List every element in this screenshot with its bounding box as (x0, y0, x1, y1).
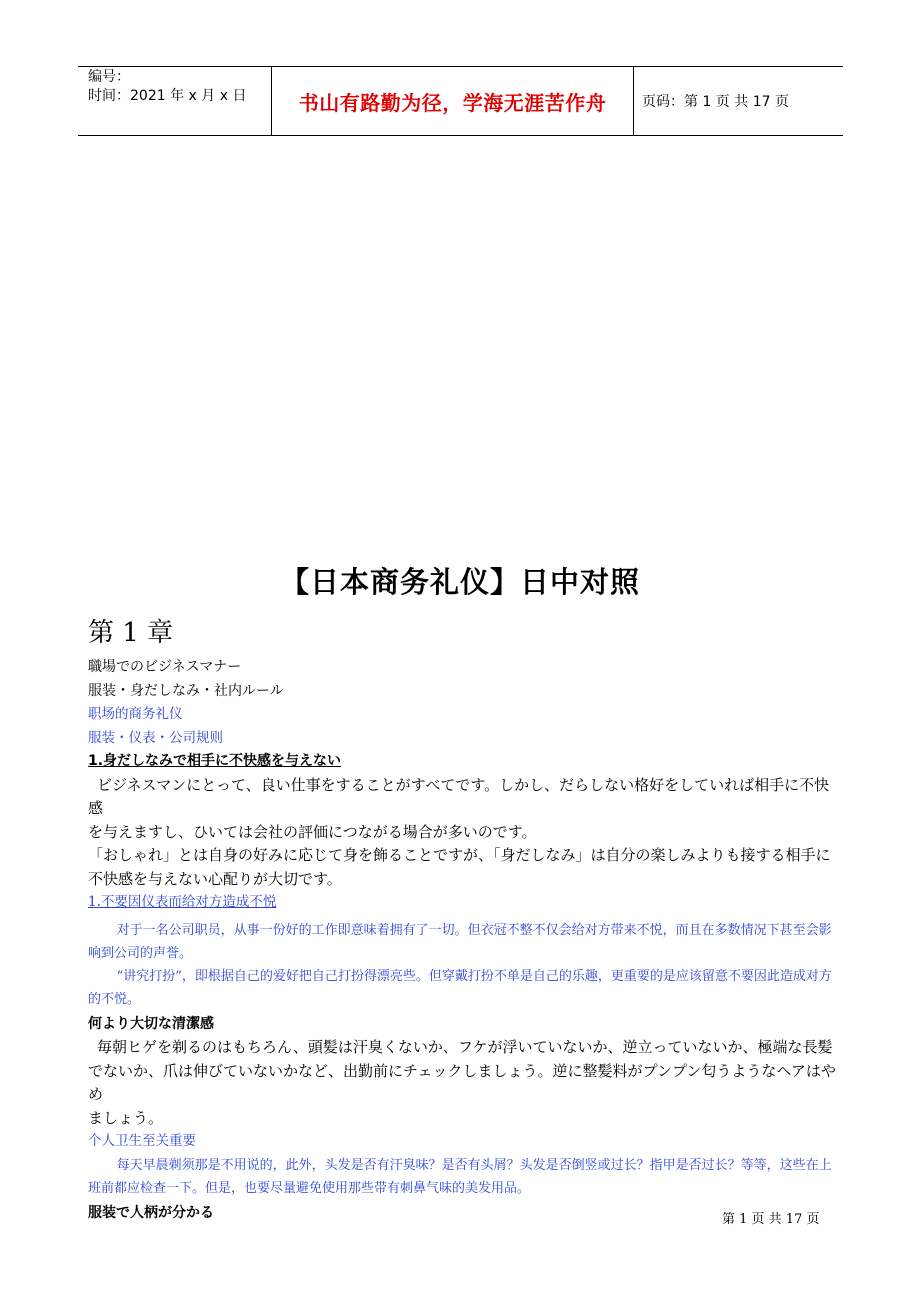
header-motto: 书山有路勤为径，学海无涯苦作舟 (272, 67, 634, 135)
header-meta-cell (78, 67, 272, 135)
document-title: 【日本商务礼仪】日中对照 (279, 565, 640, 599)
document-header (78, 66, 843, 136)
document-body (88, 656, 836, 1225)
cn-paragraph-2: “讲究打扮”，即根据自己的爱好把自己打扮得漂亮些。但穿戴打扮不单是自己的乐趣，更重要的是应该留意不要因此造成对方的不悦。 (88, 968, 832, 1007)
jp-section-1: 1.身だしなみで相手に不快感を与えない (88, 753, 342, 769)
jp-section-3: 服装で人柄が分かる (88, 1204, 214, 1221)
jp-paragraph-2-line-1: 「おしゃれ」とは自身の好みに応じて身を飾ることですが、「身だしなみ」は自分の楽しみよりも接する相手に (88, 846, 831, 864)
cn-paragraph-3: 每天早晨剃须那是不用说的，此外，头发是否有汗臭味？是否有头屑？头发是否倒竖或过长？指甲是否过长？等等，这些在上班前都应检查一下。但是，也要尽量避免使用那些带有刺鼻气味的美发用品。 (88, 1157, 832, 1196)
cn-section-1: 1.不要因仪表而给对方造成不悦 (88, 894, 277, 910)
jp-paragraph-3-line-1: 毎朝ヒゲを剃るのはもちろん、頭髪は汗臭くないか、フケが浮いていないか、逆立っていないか、極端な長髪 (97, 1038, 833, 1056)
jp-paragraph-1-line-2: を与えますし、ひいては会社の評価につながる場合が多いのです。 (88, 822, 537, 841)
cn-heading-1: 职场的商务礼仪 (88, 706, 183, 722)
jp-paragraph-3-line-3: ましょう。 (88, 1108, 164, 1127)
jp-heading-2: 服装・身だしなみ・社内ルール (88, 682, 284, 699)
jp-paragraph-3-line-2: でないか、爪は伸びていないかなど、出勤前にチェックしましょう。逆に整髪料がプンプン匂うようなヘアはやめ (88, 1061, 836, 1103)
jp-paragraph-1-line-1: ビジネスマンにとって、良い仕事をすることがすべてです。しかし、だらしない格好をしていれば相手に不快感 (88, 775, 830, 817)
chapter-heading: 第 1 章 (88, 618, 174, 648)
header-time-label: 时间：2021 年 x 月 x 日 (88, 88, 247, 104)
cn-heading-2: 服装・仪表・公司规则 (88, 729, 223, 746)
jp-heading-1: 職場でのビジネスマナー (88, 659, 242, 675)
header-page-label: 页码：第 1 页 共 17 页 (642, 94, 789, 110)
jp-paragraph-2-line-2: 不快感を与えない心配りが大切です。 (88, 869, 342, 888)
cn-section-2: 个人卫生至关重要 (88, 1133, 196, 1149)
jp-section-2: 何より大切な清潔感 (88, 1015, 214, 1032)
header-number-label: 编号： (88, 69, 130, 85)
cn-paragraph-1: 对于一名公司职员，从事一份好的工作即意味着拥有了一切。但衣冠不整不仅会给对方带来不悦，而且在多数情况下甚至会影响到公司的声誉。 (88, 922, 832, 961)
page-footer: 第 1 页 共 17 页 (722, 1212, 820, 1227)
